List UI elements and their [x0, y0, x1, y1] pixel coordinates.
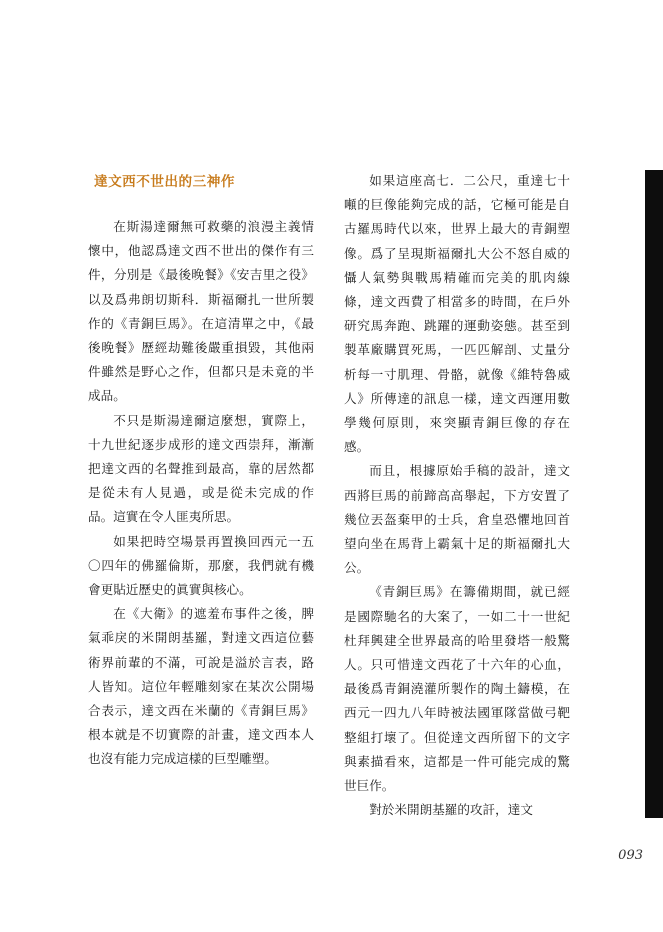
chapter-thumb-tab [645, 170, 663, 818]
section-heading: 達文西不世出的三神作 [94, 174, 235, 190]
paragraph: 《青銅巨馬》在籌備期間，就已經是國際馳名的大案了，一如二十一世紀杜拜興建全世界最高的哈里發塔一般驚人。只可惜達文西花了十六年的心血，最後爲青銅澆灌所製作的陶土鑄模，在西元一四九八年時被法國軍隊當做弓靶整組打壞了。但從達文西所留下的文字與素描看來，這都是一件可能完成的驚世巨作。 [344, 584, 570, 794]
paragraph: 對於米開朗基羅的攻訐，達文 [369, 802, 533, 818]
page-number: 093 [618, 848, 643, 863]
paragraph: 如果這座高七．二公尺，重達七十噸的巨像能夠完成的話，它極可能是自古羅馬時代以來，世界上最大的青銅塑像。爲了呈現斯福爾扎大公不怒自威的懾人氣勢與戰馬精確而完美的肌肉線條，達文西費了相當多的時間，在戶外研究馬奔跑、跳躍的運動姿態。甚至到製革廠購買死馬，一匹匹解剖、丈量分析每一寸肌理、骨骼，就像《維特魯威人》所傳達的訊息一樣，達文西運用數學幾何原則，來突顯青銅巨像的存在感。 [344, 173, 570, 455]
paragraph: 在《大衛》的遮羞布事件之後，脾氣乖戾的米開朗基羅，對達文西這位藝術界前輩的不滿，可說是溢於言表，路人皆知。這位年輕雕刻家在某次公開場合表示，達文西在米蘭的《青銅巨馬》根本就是不切實際的計畫，達文西本人也沒有能力完成這樣的巨型雕塑。 [88, 606, 314, 767]
right-column [344, 169, 570, 822]
paragraph: 不只是斯湯達爾這麼想，實際上，十九世紀逐步成形的達文西崇拜，漸漸把達文西的名聲推到最高，靠的居然都是從未有人見過，或是從未完成的作品。這實在令人匪夷所思。 [88, 412, 314, 525]
paragraph: 如果把時空場景再置換回西元一五〇四年的佛羅倫斯，那麼，我們就有機會更貼近歷史的眞實與核心。 [88, 533, 314, 598]
paragraph: 而且，根據原始手稿的設計，達文西將巨馬的前蹄高高舉起，下方安置了幾位丟盔棄甲的士兵，倉皇恐懼地回首望向坐在馬背上霸氣十足的斯福爾扎大公。 [344, 463, 570, 576]
left-column [88, 215, 314, 772]
paragraph: 在斯湯達爾無可救藥的浪漫主義情懷中，他認爲達文西不世出的傑作有三件，分別是《最後晚餐》《安吉里之役》以及爲弗朗切斯科．斯福爾扎一世所製作的《青銅巨馬》。在這清單之中，《最後晚餐》歷經劫難後嚴重損毀，其他兩件雖然是野心之作，但都只是未竟的半成品。 [88, 219, 314, 404]
